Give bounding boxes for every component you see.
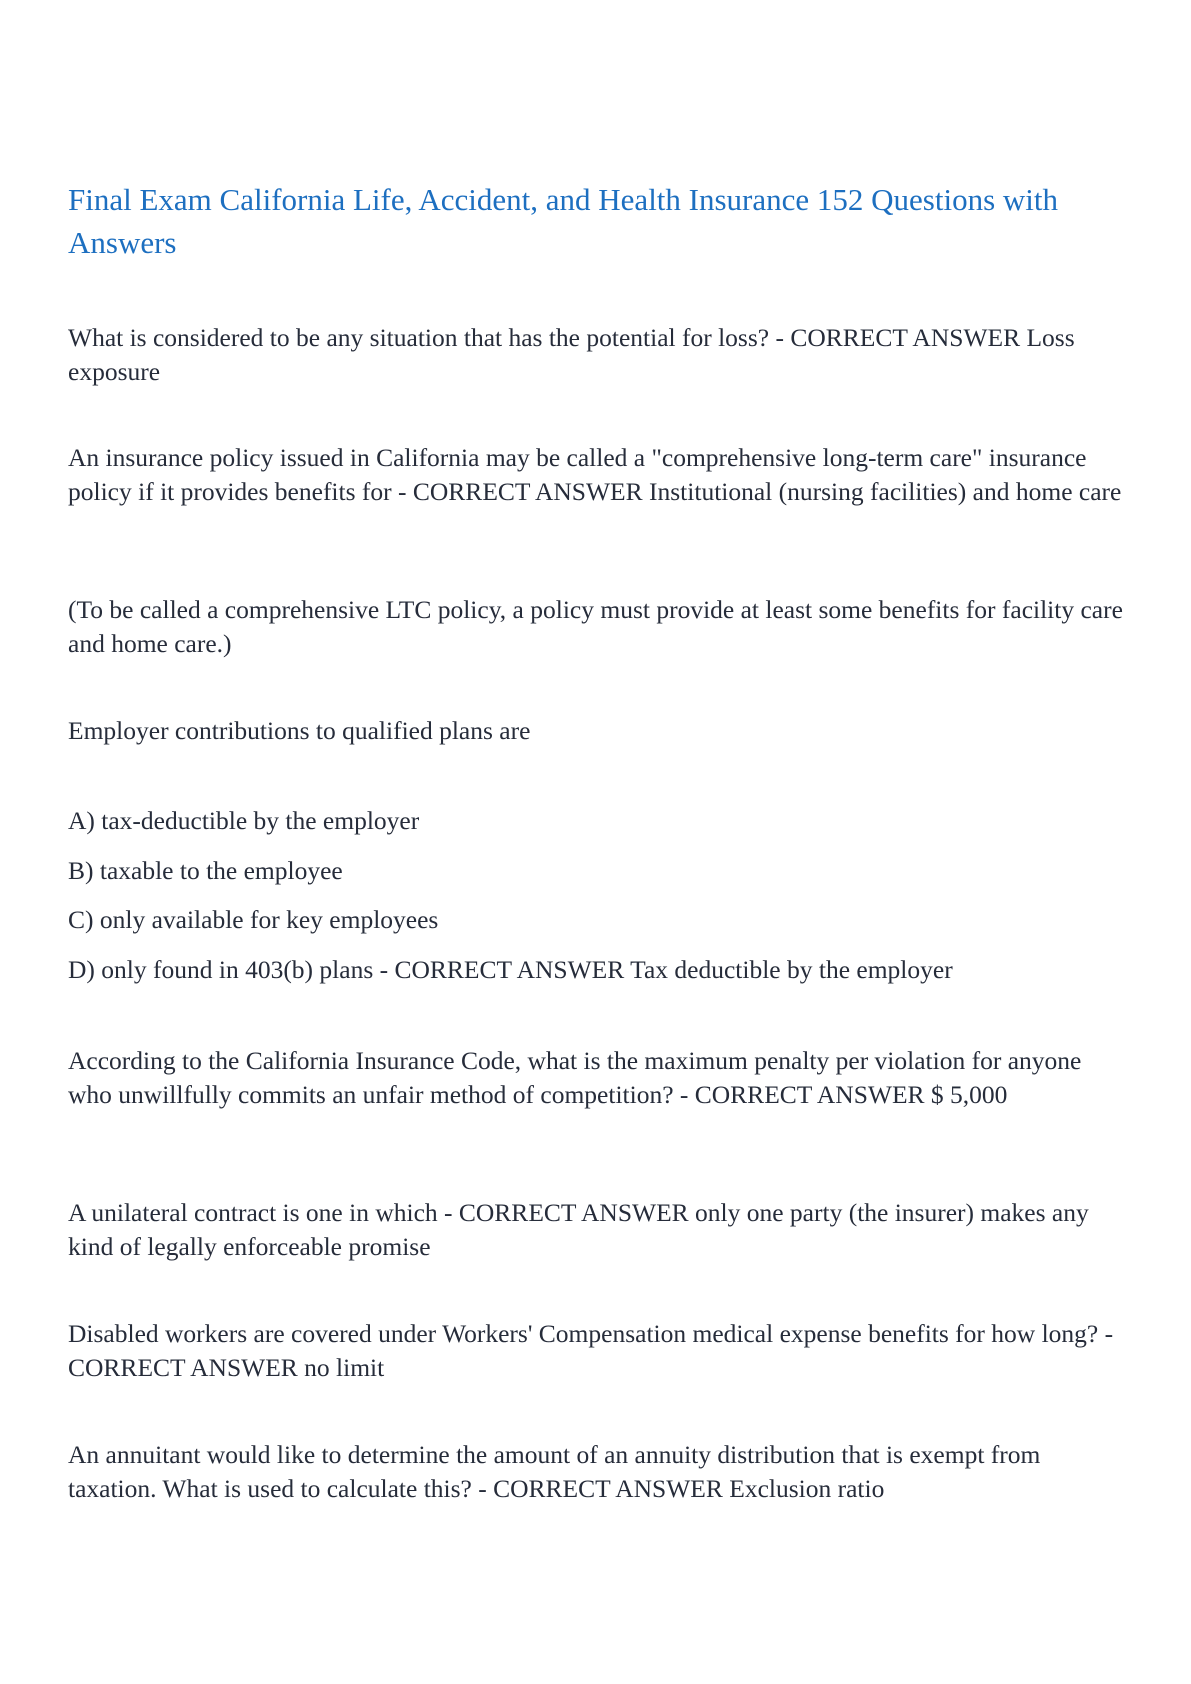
question-workers-comp-duration: Disabled workers are covered under Workers' Compensation medical expense benefits for how long? - CORRECT ANSWER no limit <box>68 1319 1114 1382</box>
question-loss-exposure: What is considered to be any situation that has the potential for loss? - CORRECT ANSWER Loss exposure <box>68 323 1075 386</box>
option-d-answer: D) only found in 403(b) plans - CORRECT ANSWER Tax deductible by the employer <box>68 955 953 984</box>
option-c: C) only available for key employees <box>68 905 439 934</box>
option-a: A) tax-deductible by the employer <box>68 806 420 835</box>
question-comprehensive-ltc: An insurance policy issued in California may be called a "comprehensive long-term care" insurance policy if it provides benefits for - CORRECT ANSWER Institutional (nursing facilities) and home care <box>68 443 1122 506</box>
question-exclusion-ratio: An annuitant would like to determine the amount of an annuity distribution that is exempt from taxation. What is used to calculate this? - CORRECT ANSWER Exclusion ratio <box>68 1440 1041 1503</box>
question-unilateral-contract: A unilateral contract is one in which - CORRECT ANSWER only one party (the insurer) makes any kind of legally enforceable promise <box>68 1198 1089 1261</box>
note-comprehensive-ltc: (To be called a comprehensive LTC policy, a policy must provide at least some benefits for facility care and home care.) <box>68 595 1123 658</box>
option-b: B) taxable to the employee <box>68 856 343 885</box>
question-employer-contributions: Employer contributions to qualified plans are <box>68 716 531 745</box>
document-title: Final Exam California Life, Accident, and Health Insurance 152 Questions with Answers <box>68 182 1059 260</box>
question-unfair-competition-penalty: According to the California Insurance Code, what is the maximum penalty per violation for anyone who unwillfully commits an unfair method of competition? - CORRECT ANSWER $ 5,000 <box>68 1046 1082 1109</box>
